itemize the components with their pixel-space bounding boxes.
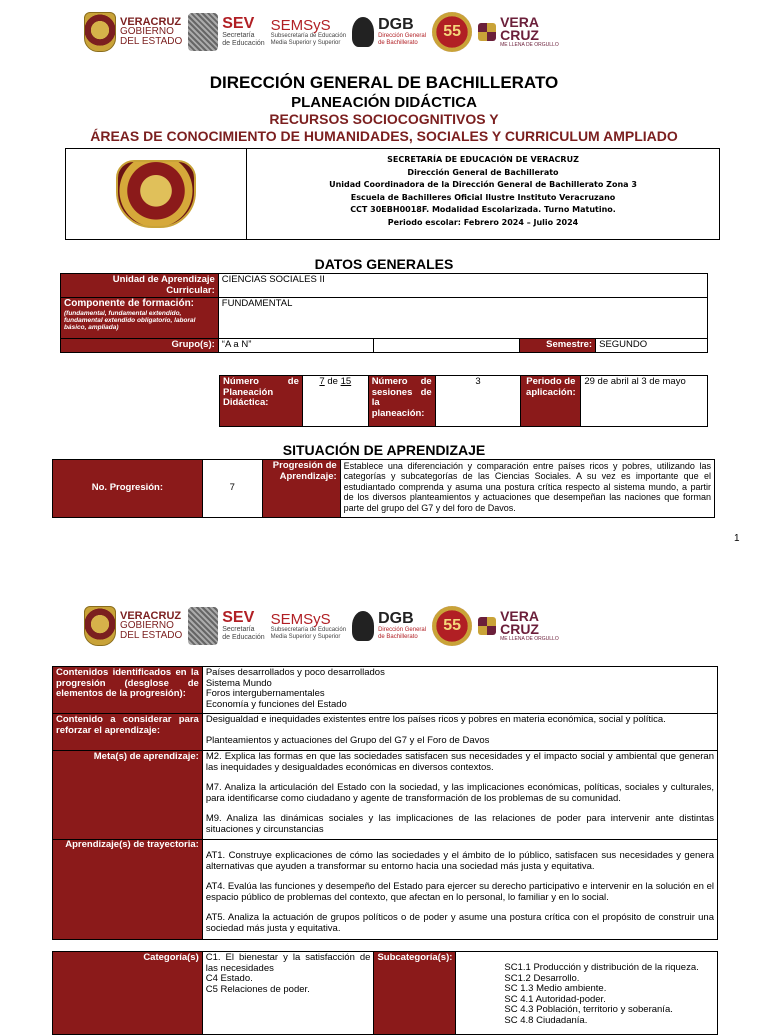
contenido-item: Economía y funciones del Estado [205,698,347,710]
progresion-number-label: No. Progresión: [53,460,203,518]
vera-text: VERA [500,608,539,624]
sev-sub2: de Educación [222,40,265,47]
periodo-value: 29 de abril al 3 de mayo [581,376,708,427]
subcategoria-item: SC 4.1 Autoridad-poder. [504,993,606,1005]
semsys-sub2: Media Superior y Superior [270,39,341,46]
semsys-logo [271,18,346,47]
sev-text: SEV [222,15,255,32]
veracruz-text: VERACRUZ [120,16,182,28]
dgb-logo [352,17,426,47]
semsys-logo [271,612,346,641]
planeacion-table [219,375,708,427]
subcategoria-item: SC 4.3 Población, territorio y soberanía. [504,1004,673,1015]
veracruz-brand-icon [478,617,496,635]
dgb-text: DGB [378,610,414,627]
logo-bar-page2 [84,602,604,650]
dgb-logo [352,611,426,641]
num-planeacion-of: de [324,376,341,387]
dgb-sub1: Dirección General [378,627,427,633]
componente-label-cell [61,298,219,339]
anniversary-badge-icon [432,12,472,52]
grupo-row [61,339,708,353]
contenidos-list [202,667,717,714]
planeacion-row [220,376,708,427]
sev-emblem-icon [188,13,218,51]
dgb-sub2: de Bachillerato [378,634,418,640]
periodo-label: Periodo de aplicación: [521,376,581,427]
header-line-1: SECRETARÍA DE EDUCACIÓN DE VERACRUZ [387,155,579,164]
componente-label: Componente de formación: [64,298,195,309]
dgb-text: DGB [378,16,414,33]
datos-generales-table [60,273,708,353]
dgb-sub1: Dirección General [378,33,427,39]
trayectoria-text: AT4. Evalúa las funciones y desempeño del Estado para ejercer su derecho participativo e intervenir en la solución en el espacio público de problemas del contexto, que afectan en lo personal, lo familiar y en lo social. [205,881,714,903]
contenidos-row [53,667,718,714]
trayectoria-label: Aprendizaje(s) de trayectoria: [53,840,203,940]
meta-text: M7. Analiza la articulación del Estado con la sociedad, y las implicaciones económicas, políticas, sociales y culturales, para identificarse como ciudadano y agente de transformación de los problemas de su comunidad. [205,782,714,804]
school-seal-icon [116,160,196,228]
grupo-label: Grupo(s): [61,339,219,353]
school-header-text [247,149,719,239]
vera-tagline: ME LLENA DE ORGULLO [500,636,559,642]
header-line-2: Dirección General de Bachillerato [407,167,559,177]
semsys-text: SEMSyS [270,610,331,628]
cruz-text: CRUZ [500,621,539,637]
header-line-5: CCT 30EBH0018F. Modalidad Escolarizada. Turno Matutino. [350,205,616,215]
progresion-aprendizaje-label: Progresión de Aprendizaje: [262,460,340,518]
subcategoria-item: SC 4.8 Ciudadanía. [504,1014,588,1026]
cruz-text: CRUZ [500,27,539,43]
num-sesiones-value: 3 [435,376,521,427]
veracruz-brand-icon [478,23,496,41]
categorias-table [52,951,718,1035]
anniversary-badge-icon [432,606,472,646]
school-header-box [65,148,720,240]
vera-tagline: ME LLENA DE ORGULLO [500,42,559,48]
grupo-value: “A a N” [218,339,374,353]
contenidos-table [52,666,718,940]
contenido-item: Foros intergubernamentales [205,688,325,699]
situacion-table [52,459,715,518]
anniversary-number: 55 [443,23,461,40]
trayectoria-row [53,840,718,940]
num-planeacion-value [302,376,368,427]
componente-value: FUNDAMENTAL [218,298,707,339]
header-line-6: Periodo escolar: Febrero 2024 – Julio 2024 [387,217,579,227]
sev-logo [188,13,264,51]
categoria-item: C1. El bienestar y la satisfacción de las necesidades [205,952,371,974]
categorias-row [53,952,718,1035]
del-estado-text: DEL ESTADO [120,630,183,641]
subcategorias-list [456,952,718,1035]
reforzar-text-2: Planteamientos y actuaciones del Grupo del G7 y el Foro de Davos [205,734,490,746]
meta-text: M9. Analiza las dinámicas sociales y las implicaciones de las relaciones de poder para intervenir ante distintas situaciones y circunstancias [205,813,714,835]
categorias-label: Categoría(s) [53,952,203,1035]
gobierno-text: GOBIERNO [120,26,174,37]
reforzar-content [202,714,717,751]
veracruz-logo [84,12,182,52]
sev-sub1: Secretaría [222,626,255,633]
veracruz-brand-logo [478,610,559,642]
semsys-sub2: Media Superior y Superior [270,633,341,640]
contenidos-label: Contenidos identificados en la progresión (desglose de elementos de la progresión): [53,667,203,714]
veracruz-shield-icon [84,606,116,646]
logo-bar [84,8,604,56]
veracruz-logo [84,606,182,646]
dgb-icon [352,611,374,641]
meta-text: M2. Explica las formas en que las sociedades satisfacen sus necesidades y el impacto social y ambiental que generan las inequidades y desigualdades económicas en diversos contextos. [205,751,714,773]
seal-cell [66,149,247,239]
progresion-number-value: 7 [202,460,262,518]
reforzar-label: Contenido a considerar para reforzar el aprendizaje: [53,714,203,751]
sev-text: SEV [222,609,255,626]
grupo-empty-cell [374,339,520,353]
metas-row [53,751,718,840]
uac-value: CIENCIAS SOCIALES II [218,274,707,298]
page-number: 1 [734,533,740,544]
title-dgb: DIRECCIÓN GENERAL DE BACHILLERATO [209,73,559,92]
dgb-sub2: de Bachillerato [378,40,418,46]
gobierno-text: GOBIERNO [120,620,174,631]
metas-content [202,751,717,840]
semsys-sub1: Subsecretaría de Educación [270,626,347,633]
componente-note: (fundamental, fundamental extendido, fundamental extendido obligatorio, laboral básico, ampliada) [64,309,196,331]
trayectoria-content [202,840,717,940]
sev-sub1: Secretaría [222,32,255,39]
semsys-sub1: Subsecretaría de Educación [270,32,347,39]
subcategoria-item: SC 1.3 Medio ambiente. [504,983,607,994]
categoria-item: C5 Relaciones de poder. [205,983,310,995]
contenido-item: Países desarrollados y poco desarrollados [205,667,385,678]
categoria-item: C4 Estado. [205,973,253,984]
semestre-value: SEGUNDO [596,339,708,353]
progresion-aprendizaje-text: Establece una diferenciación y comparación entre países ricos y pobres, utilizando las categorías y subcategorías de las Ciencias Sociales. A su vez es importante que el estudiantado comprenda y asuma una postura crítica respecto al sistema mundo, a partir de los diversos planteamientos y actuaciones que desempeñan las naciones que forman parte del grupo del G7 y del foro de Davos. [340,460,714,518]
header-line-4: Escuela de Bachilleres Oficial Ilustre Instituto Veracruzano [350,192,616,202]
trayectoria-text: AT5. Analiza la actuación de grupos políticos o de poder y asume una postura crítica con el propósito de construir una sociedad más justa y equitativa. [205,912,714,934]
componente-row [61,298,708,339]
title-areas: ÁREAS DE CONOCIMIENTO DE HUMANIDADES, SOCIALES Y CURRICULUM AMPLIADO [90,128,678,144]
reforzar-row [53,714,718,751]
categorias-list [202,952,374,1035]
header-line-3: Unidad Coordinadora de la Dirección General de Bachillerato Zona 3 [329,180,637,190]
del-estado-text: DEL ESTADO [120,36,183,47]
uac-label: Unidad de Aprendizaje Curricular: [61,274,219,298]
situacion-row [53,460,715,518]
veracruz-shield-icon [84,12,116,52]
num-planeacion-current: 7 [319,376,325,387]
semsys-text: SEMSyS [270,16,331,34]
num-sesiones-label: Número de sesiones de la planeación: [368,376,435,427]
reforzar-text-1: Desigualdad e inequidades existentes entre los países ricos y pobres en materia económica, social y política. [205,714,666,725]
title-recursos: RECURSOS SOCIOCOGNITIVOS Y [269,111,499,127]
subcategoria-item: SC1.2 Desarrollo. [504,972,580,984]
vera-text: VERA [500,14,539,30]
veracruz-brand-logo [478,16,559,48]
semestre-label: Semestre: [520,339,596,353]
subcategorias-label: Subcategoría(s): [374,952,456,1035]
title-planeacion: PLANEACIÓN DIDÁCTICA [291,94,477,111]
num-planeacion-label: Número de Planeación Didáctica: [220,376,303,427]
situacion-title: SITUACIÓN DE APRENDIZAJE [282,442,486,458]
contenido-item: Sistema Mundo [205,677,272,689]
sev-sub2: de Educación [222,634,265,641]
subcategoria-item: SC1.1 Producción y distribución de la riqueza. [504,962,699,973]
num-planeacion-total: 15 [340,376,352,387]
datos-generales-title: DATOS GENERALES [314,256,454,272]
uac-row [61,274,708,298]
sev-logo [188,607,264,645]
anniversary-number: 55 [443,617,461,634]
sev-emblem-icon [188,607,218,645]
metas-label: Meta(s) de aprendizaje: [53,751,203,840]
dgb-icon [352,17,374,47]
veracruz-text: VERACRUZ [120,610,182,622]
trayectoria-text: AT1. Construye explicaciones de cómo las sociedades y el ámbito de lo público, satisfacen sus necesidades y genera alternativas que ayuden a transformar su entorno hacia una sociedad más justa y equitativa. [205,850,714,872]
